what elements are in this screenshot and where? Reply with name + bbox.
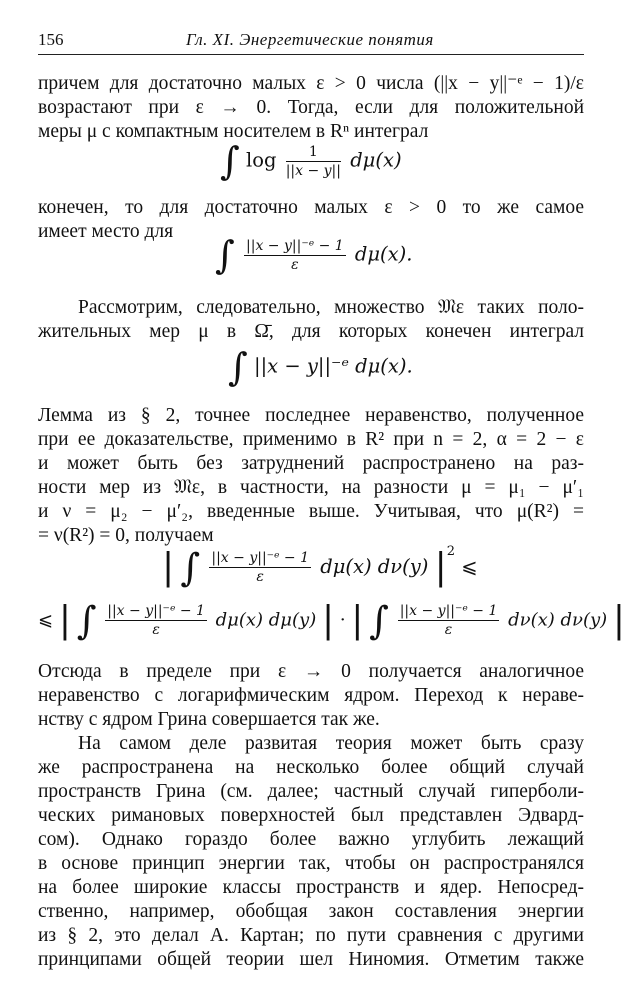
measure: dμ(x). — [354, 242, 413, 266]
measures: dν(x) dν(y) — [508, 609, 608, 631]
integral-sign: ∫ — [220, 139, 240, 183]
integral-sign: ∫ — [228, 345, 248, 389]
fraction — [209, 550, 311, 585]
exponent: 2 — [446, 544, 455, 559]
numerator: ||x − y||⁻ᵉ − 1 — [107, 603, 205, 619]
running-title: Гл. XI. Энергетические понятия — [186, 30, 434, 49]
abs-bar: | — [58, 600, 71, 641]
integral-sign: ∫ — [180, 545, 201, 590]
paragraph-line: принципами общей теории шел Ниномия. Отметим также — [38, 949, 584, 970]
measure: dμ(x) — [350, 148, 402, 172]
paragraph-line: и может быть без затруднений распространено на раз- — [38, 453, 584, 474]
paragraph-line: неравенство с логарифмическим ядром. Переход к нераве- — [38, 685, 584, 706]
running-header — [38, 26, 584, 55]
paragraph-line: причем для достаточно малых ε > 0 числа (||x − y||⁻ᵉ − 1)/ε — [38, 73, 584, 94]
paragraph-line: возрастают при ε → 0. Тогда, если для положительной — [38, 97, 584, 118]
formula-energy-integral — [228, 345, 413, 389]
formula-log-integral — [220, 139, 402, 183]
numerator: ||x − y||⁻ᵉ − 1 — [246, 237, 344, 254]
paragraph-line: же распространена на несколько более общий случай — [38, 757, 584, 778]
paragraph-line: из § 2, это делал А. Картан; по пути сравнения с другими — [38, 925, 584, 946]
fraction — [286, 144, 341, 179]
paragraph-line: ности мер из 𝔐ε, в частности, на разности μ = μ₁ − μ′₁ — [38, 477, 584, 498]
numerator: ||x − y||⁻ᵉ − 1 — [211, 550, 310, 566]
numerator: 1 — [286, 144, 341, 162]
paragraph-line: сом). Однако гораздо более важно углубить лежащий — [38, 829, 584, 850]
abs-bar: | — [321, 600, 335, 641]
abs-bar: | — [351, 600, 364, 641]
paragraph-line: на более широкие классы пространств и ядер. Непосред- — [38, 877, 584, 898]
denominator: ε — [256, 569, 264, 585]
numerator: ||x − y||⁻ᵉ − 1 — [399, 603, 498, 619]
paragraph-line: пространств Грина (см. далее; частный случай гипербoли- — [38, 781, 584, 802]
paragraph-line: в основе принцип энергии так, чтобы он распространялся — [38, 853, 584, 874]
denominator: ε — [444, 622, 453, 638]
relation-sign: ⩽ — [38, 609, 54, 631]
paragraph-line: нству с ядром Грина совершается так же. — [38, 709, 380, 730]
relation-sign: ⩽ — [461, 555, 478, 578]
paragraph-line: Рассмотрим, следовательно, множество 𝔐ε таких поло- — [78, 297, 584, 318]
paragraph-line: ческих римановых поверхностей был представлен Эдвард- — [38, 805, 584, 826]
page-number: 156 — [38, 30, 64, 49]
integral-sign: ∫ — [76, 598, 97, 643]
formula-inequality-left — [162, 544, 478, 588]
log-function: log — [246, 148, 277, 172]
paragraph-line: конечен, то для достаточно малых ε > 0 то же самое — [38, 197, 584, 218]
paragraph-line: при ее доказательстве, применимо в R² при n = 2, α = 2 − ε — [38, 429, 584, 450]
paragraph-line: имеет место для — [38, 221, 174, 242]
integral-sign: ∫ — [215, 233, 235, 277]
paragraph-line: ственно, например, обобщая закон составления энергии — [38, 901, 584, 922]
fraction — [398, 603, 500, 638]
abs-bar: | — [434, 547, 447, 588]
product-dot: · — [339, 609, 346, 631]
denominator: ε — [291, 256, 299, 273]
paragraph-line: Лемма из § 2, точнее последнее неравенство, полученное — [38, 405, 584, 426]
paragraph-line: меры μ с компактным носителем в Rⁿ интеграл — [38, 121, 429, 142]
paragraph-line: = ν(R²) = 0, получаем — [38, 525, 214, 546]
paragraph-line: и ν = μ₂ − μ′₂, введенные выше. Учитывая, что μ(R²) = — [38, 501, 584, 522]
abs-bar: | — [612, 600, 625, 641]
paragraph-line: На самом деле развитая теория может быть сразу — [78, 733, 584, 754]
integral-sign: ∫ — [369, 598, 389, 643]
paragraph-line: жительных мер μ в Ω̄, для которых конечен интеграл — [38, 321, 584, 342]
measures: dμ(x) dμ(y) — [215, 609, 317, 631]
fraction — [105, 603, 207, 638]
denominator: ε — [152, 622, 160, 638]
fraction — [244, 238, 346, 273]
paragraph-line: Отсюда в пределе при ε → 0 получается аналогичное — [38, 661, 584, 682]
formula-epsilon-integral — [215, 233, 413, 277]
integrand: ||x − y||⁻ᵉ dμ(x). — [254, 354, 413, 378]
formula-inequality-right — [38, 600, 625, 641]
denominator: ||x − y|| — [285, 162, 341, 179]
measures: dμ(x) dν(y) — [320, 555, 429, 578]
abs-bar: | — [162, 547, 175, 588]
